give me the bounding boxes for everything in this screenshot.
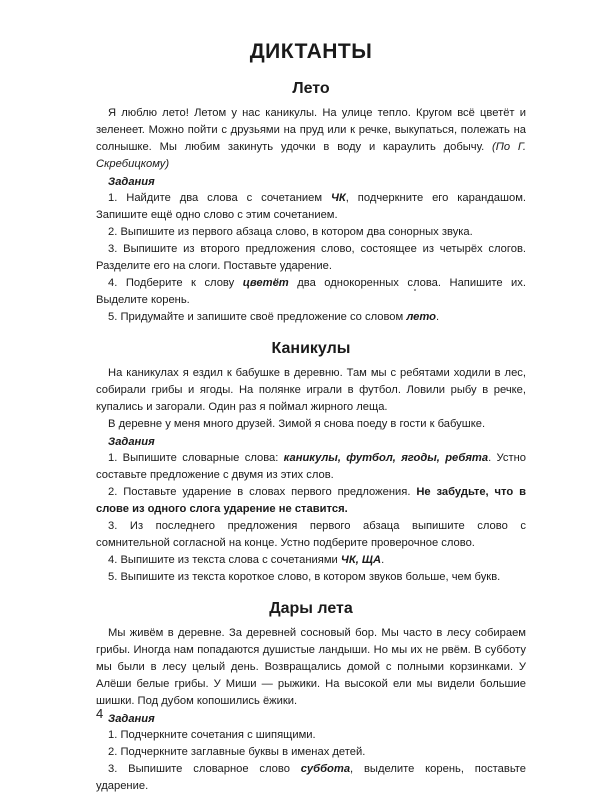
task-text: . — [381, 554, 385, 566]
task-item — [96, 450, 526, 484]
dictation-paragraph: Я люблю лето! Летом у нас каникулы. На улице тепло. Кругом всё цветёт и зеленеет. Можно пойти с друзьями на пруд или к речке, выкупаться, полежать на солнышке. Мы любим закинуть удочки в воду и караулить добычу. — [96, 107, 526, 153]
task-text: , подчеркните его карандашом. Запишите ещё одно слово с этим сочетанием. — [96, 192, 526, 221]
task-text: 1. Выпишите словарные слова: — [108, 452, 284, 464]
task-emphasis: ЧК — [330, 192, 346, 204]
tasks-heading: Задания — [108, 436, 155, 448]
task-emphasis: Не забудьте, что в слове из одного слога ударение не ставится. — [96, 486, 526, 515]
task-item — [96, 309, 526, 326]
dictation-paragraph: На каникулах я ездил к бабушке в деревню. Там мы с ребятами ходили в лес, собирали грибы и ягоды. На полянке играли в футбол. Ловили рыбу в речке, купались и загорали. Один раз я поймал жирного леща. — [96, 367, 526, 413]
task-item: 5. Выпишите из текста короткое слово, в котором звуков больше, чем букв. — [108, 571, 501, 583]
task-text: , выделите корень, поставьте ударение. — [96, 763, 526, 792]
dictation-paragraph: Мы живём в деревне. За деревней сосновый бор. Мы часто в лесу собираем грибы. Иногда нам попадаются душистые ландыши. Но мы их не рвём. В субботу мы были в лесу целый день. Возвращались домой с полными корзинками. У Алёши белые грибы. У Миши — рыжики. На высокой ели мы видели большие шишки. Под дубом копошились ёжики. — [96, 627, 526, 707]
tasks-heading: Задания — [108, 713, 155, 725]
task-item — [96, 761, 526, 795]
task-text: 2. Поставьте ударение в словах первого предложения. — [108, 486, 417, 498]
task-text: . Устно составьте предложение с двумя из этих слов. — [96, 452, 526, 481]
task-text: два однокоренных слова. Напишите их. Выделите корень. — [96, 277, 526, 306]
task-item: 2. Выпишите из первого абзаца слово, в котором два сонорных звука. — [108, 226, 473, 238]
task-text: 1. Найдите два слова с сочетанием — [108, 192, 331, 204]
source-attribution: (По Г. Скребицкому) — [96, 141, 526, 170]
section-title-leto: Лето — [292, 80, 330, 97]
task-item: 2. Подчеркните заглавные буквы в именах детей. — [108, 746, 366, 758]
task-text: . — [436, 311, 440, 323]
print-mark — [414, 289, 416, 291]
task-emphasis: ЧК, ЩА — [340, 554, 382, 566]
section-title-kanikuly: Каникулы — [271, 340, 351, 357]
task-emphasis: каникулы, футбол, ягоды, ребята — [283, 452, 489, 464]
dictation-text — [96, 105, 526, 173]
section-title-dary-leta: Дары лета — [269, 600, 353, 617]
task-item: 3. Из последнего предложения первого абзаца выпишите слово с сомнительной согласной на конце. Устно подберите проверочное слово. — [96, 520, 526, 549]
task-emphasis: лето — [406, 311, 436, 323]
task-item: 3. Выпишите из второго предложения слово, состоящее из четырёх слогов. Разделите его на слоги. Поставьте ударение. — [96, 243, 526, 272]
task-item — [96, 552, 526, 569]
page-content — [96, 40, 526, 795]
task-item: 1. Подчеркните сочетания с шипящими. — [108, 729, 316, 741]
task-emphasis: суббота — [300, 763, 351, 775]
task-item — [96, 275, 526, 309]
page-number: 4 — [96, 706, 104, 721]
page-title: ДИКТАНТЫ — [249, 40, 373, 63]
task-item — [96, 190, 526, 224]
task-text: 4. Подберите к слову — [108, 277, 243, 289]
task-text: 4. Выпишите из текста слова с сочетаниями — [108, 554, 341, 566]
task-emphasis: цветёт — [242, 277, 289, 289]
dictation-paragraph: В деревне у меня много друзей. Зимой я снова поеду в гости к бабушке. — [108, 418, 486, 430]
task-item — [96, 484, 526, 518]
task-text: 5. Придумайте и запишите своё предложение со словом — [108, 311, 407, 323]
tasks-heading: Задания — [108, 176, 155, 188]
task-text: 3. Выпишите словарное слово — [108, 763, 301, 775]
